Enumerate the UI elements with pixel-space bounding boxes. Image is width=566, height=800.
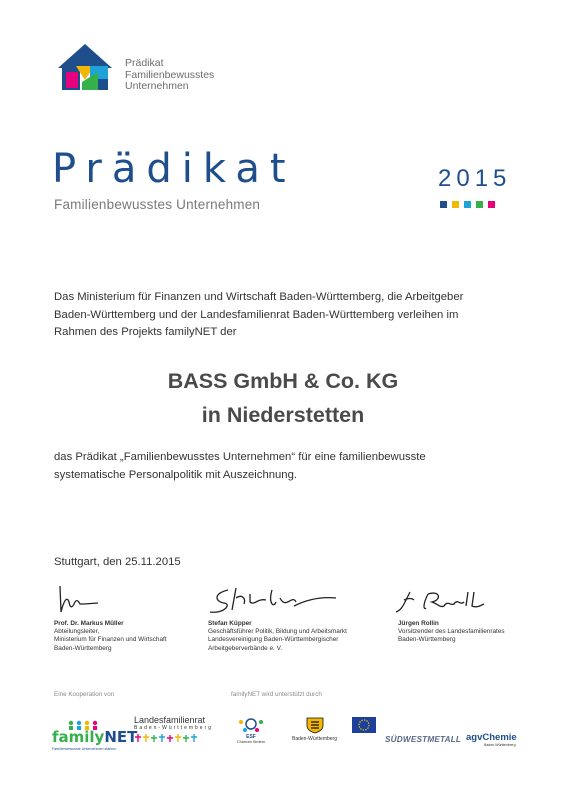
esf-text: ESF (246, 734, 256, 740)
signatory-title: Geschäftsführer Politik, Bildung und Arbeitsmarkt (208, 628, 347, 636)
esf-sub: Chancen fördern (236, 740, 266, 744)
familynet-net: NET (104, 728, 138, 746)
intro-line: Das Ministerium für Finanzen und Wirtschaft Baden-Württemberg, die Arbeitgeber (54, 291, 464, 303)
color-square (464, 201, 471, 208)
cooperation-label: Eine Kooperation von (54, 691, 115, 698)
logo-line: Unternehmen (125, 80, 189, 92)
signatory-title: Baden-Württemberg (54, 644, 112, 652)
signatory-name: Jürgen Rollin (398, 620, 439, 627)
signatory-title: Ministerium für Finanzen und Wirtschaft (54, 636, 167, 644)
signature-mueller (56, 582, 106, 616)
color-squares (440, 201, 495, 208)
intro-paragraph (54, 289, 524, 342)
color-square (476, 201, 483, 208)
signatory-rollin (398, 620, 505, 645)
signatory-name: Stefan Küpper (208, 620, 252, 627)
place-date: Stuttgart, den 25.11.2015 (54, 556, 181, 568)
agvchemie-logo (466, 732, 517, 747)
color-square (440, 201, 447, 208)
esf-emblem-icon (233, 716, 269, 734)
agvchemie-sub: Baden-Württemberg (484, 743, 516, 747)
bw-text: Baden-Württemberg (291, 736, 338, 742)
logo-wordmark (125, 58, 214, 93)
eu-flag-icon (352, 717, 376, 733)
recipient-name: BASS GmbH & Co. KG (167, 369, 399, 393)
agvchemie-text: agvChemie (466, 732, 517, 743)
bw-coat-of-arms-icon (305, 716, 325, 734)
signature-rollin (392, 586, 492, 616)
signatory-title: Baden-Württemberg (398, 636, 456, 644)
signature-kuepper (206, 584, 346, 618)
suedwestmetall-logo: SÜDWESTMETALL (385, 735, 462, 744)
award-line: das Prädikat „Familienbewusstes Unternehmen“ für eine familienbewusste (54, 451, 426, 463)
signatory-title: Landesvereinigung Baden-Württembergischer (208, 636, 339, 644)
landesfamilienrat-logo (134, 715, 224, 744)
award-year: 2015 (438, 165, 512, 192)
award-line: systematische Personalpolitik mit Auszeichnung. (54, 468, 297, 481)
signatory-title: Arbeitgeberverbände e. V. (208, 644, 283, 652)
page-title: Prädikat (52, 146, 296, 192)
logo-line: Prädikat (125, 57, 164, 69)
recipient-place: in Niederstetten (201, 403, 365, 427)
familienbewusstes-unternehmen-logo (54, 42, 116, 94)
page-subtitle: Familienbewusstes Unternehmen (54, 197, 261, 212)
award-paragraph (54, 449, 524, 484)
signatory-title: Abteilungsleiter, (54, 628, 100, 636)
signatory-title: Vorsitzender des Landesfamilienrates (398, 628, 505, 636)
color-square (452, 201, 459, 208)
landesfamilienrat-sub: Baden-Württemberg (134, 725, 214, 731)
familynet-sub: Familienbewusste Unternehmen stärken (52, 747, 117, 751)
intro-line: Baden-Württemberg und der Landesfamilienrat Baden-Württemberg verleihen im (54, 308, 459, 321)
familynet-family: family (52, 728, 105, 746)
signatory-name: Prof. Dr. Markus Müller (54, 620, 124, 627)
intro-line: Rahmen des Projekts familyNET der (54, 326, 237, 338)
esf-logo (231, 716, 271, 744)
family-figures-icon (134, 732, 214, 744)
support-label: familyNET wird unterstützt durch (231, 691, 322, 698)
bw-logo (287, 716, 342, 742)
landesfamilienrat-title: Landesfamilienrat (134, 715, 206, 725)
signatory-mueller (54, 620, 167, 653)
logo-line: Familienbewusstes (125, 68, 215, 81)
signatory-kuepper (208, 620, 347, 653)
color-square (488, 201, 495, 208)
